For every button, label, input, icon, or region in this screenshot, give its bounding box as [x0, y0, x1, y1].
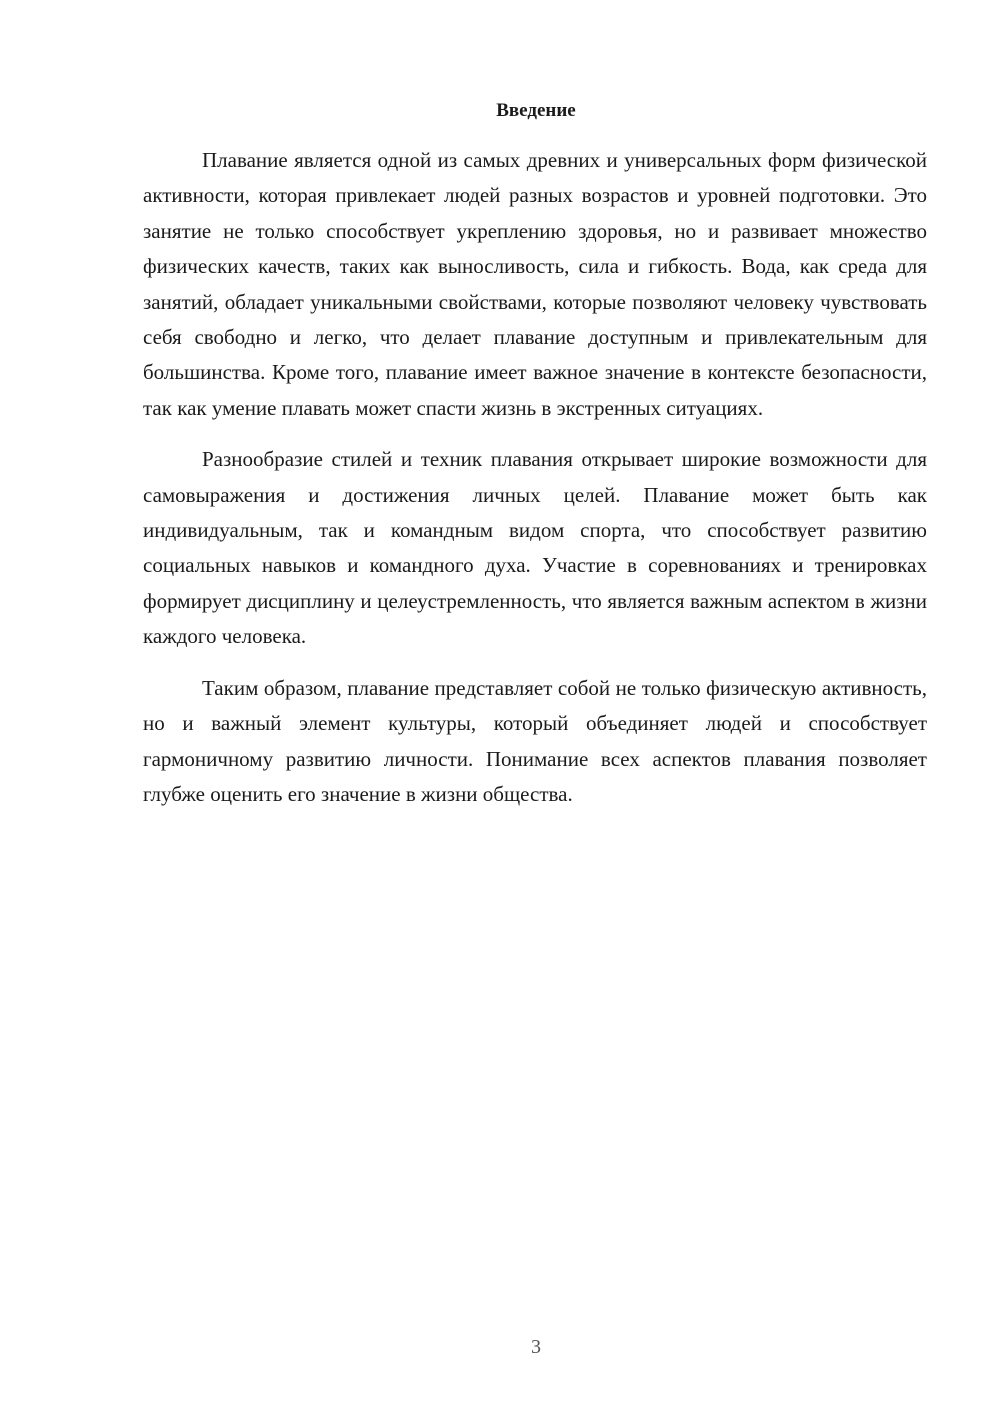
paragraph-2: Разнообразие стилей и техник плавания открывает широкие возможности для самовыражения и достижения личных целей. Плавание может быть как индивидуальным, так и командным видом спорта, что способствует развитию социальных навыков и командного духа. Участие в соревнованиях и тренировках формирует дисциплину и целеустремленность, что является важным аспектом в жизни каждого человека. [143, 447, 927, 649]
page-number: 3 [531, 1336, 541, 1358]
paragraph-1: Плавание является одной из самых древних и универсальных форм физической активности, которая привлекает людей разных возрастов и уровней подготовки. Это занятие не только способствует укреплению здоровья, но и развивает множество физических качеств, таких как выносливость, сила и гибкость. Вода, как среда для занятий, обладает уникальными свойствами, которые позволяют человеку чувствовать себя свободно и легко, что делает плавание доступным и привлекательным для большинства. Кроме того, плавание имеет важное значение в контексте безопасности, так как умение плавать может спасти жизнь в экстренных ситуациях. [143, 148, 927, 420]
section-title: Введение [496, 100, 576, 121]
paragraph-3: Таким образом, плавание представляет собой не только физическую активность, но и важный элемент культуры, который объединяет людей и способствует гармоничному развитию личности. Понимание всех аспектов плавания позволяет глубже оценить его значение в жизни общества. [143, 675, 927, 806]
body-text [143, 143, 927, 812]
